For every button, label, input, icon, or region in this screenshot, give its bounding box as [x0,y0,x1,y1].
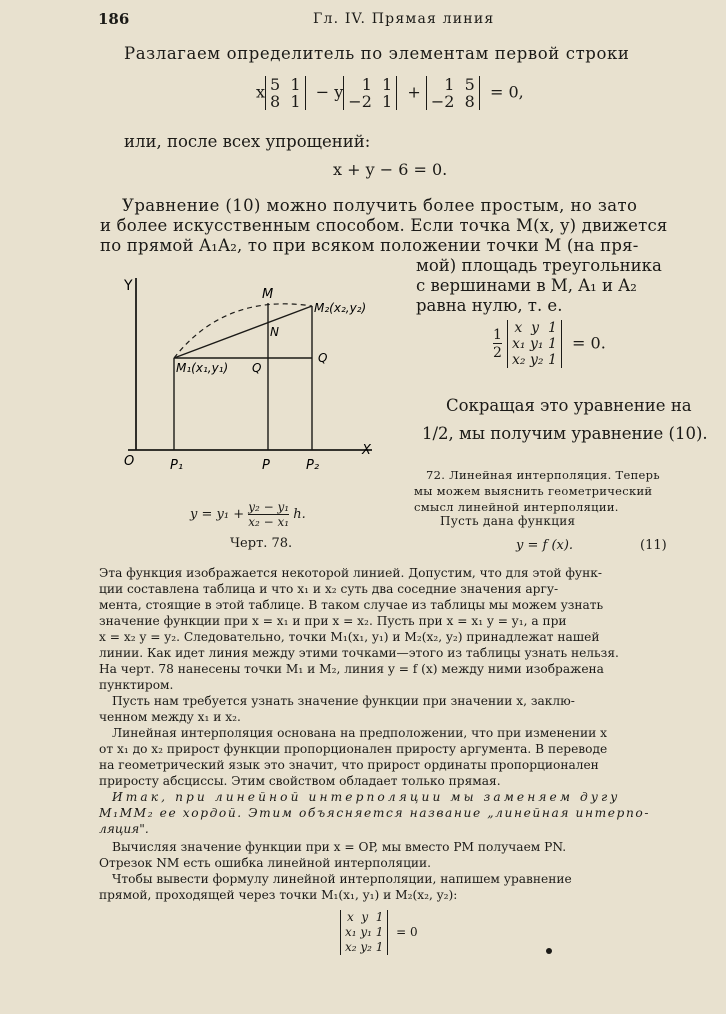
figure-caption: Черт. 78. [230,536,293,551]
final-determinant: x y 1 x₁ y₁ 1 x₂ y₂ 1 = 0 [340,910,418,955]
chord-m1-m2 [174,306,312,358]
body-line: M₁MM₂ ее хордой. Этим объясняется название „линейная интерпо- [99,806,651,820]
function-definition: y = f (x). [516,538,574,553]
body-line: ции составлена таблица и что x₁ и x₂ суть два соседние значения аргу- [99,582,559,596]
interpolation-formula: y = y₁ + y₂ − y₁ x₂ − x₁ h. [190,500,306,529]
label-q-left: Q [252,361,262,375]
paragraph-line: Сокращая это уравнение на [446,396,692,415]
body-line: ченном между x₁ и x₂. [99,710,241,724]
paragraph-line: 1/2, мы получим уравнение (10). [422,424,708,443]
label-m: M [262,287,274,302]
body-line: Итак, при линейной интерполяции мы заменяем дугу [112,790,621,804]
body-line: Линейная интерполяция основана на предположении, что при изменении x [112,726,607,740]
equation-number: (11) [640,538,667,553]
label-p: P [262,458,270,473]
section-line: Пусть дана функция [440,514,576,528]
section-line: смысл линейной интерполяции. [414,500,619,514]
body-line: x = x₂ y = y₂. Следовательно, точки M₁(x₁, y₁) и M₂(x₂, y₂) принадлежат нашей [99,630,600,644]
paragraph-line: мой) площадь треугольника [416,256,662,275]
body-line: приросту абсциссы. Этим свойством обладает только прямая. [99,774,501,788]
area-determinant: 1 2 x y 1 x₁ y₁ 1 x₂ y₂ 1 = 0. [493,320,606,368]
label-p2: P₂ [306,458,320,473]
page-number: 186 [98,10,130,28]
label-p1: P₁ [170,458,184,473]
body-line: на геометрический язык это значит, что прирост ординаты пропорционален [99,758,599,772]
label-q-right: Q [318,351,328,365]
section-title: 72. Линейная интерполяция. Теперь [426,468,660,482]
intro-line: Разлагаем определитель по элементам первой строки [124,44,630,63]
paragraph-line: равна нулю, т. е. [416,296,563,315]
label-y: Y [124,278,133,294]
paragraph-line: с вершинами в M, A₁ и A₂ [416,276,637,295]
body-line: Чтобы вывести формулу линейной интерполяции, напишем уравнение [112,872,572,886]
ink-dot [546,948,552,954]
body-line: пунктиром. [99,678,174,692]
body-line: Вычисляя значение функции при x = OP, мы вместо PM получаем PN. [112,840,567,854]
body-line: мента, стоящие в этой таблице. В таком случае из таблицы мы можем узнать [99,598,604,612]
paragraph-line: по прямой A₁A₂, то при всяком положении точки M (на пря- [100,236,639,255]
figure-78 [100,268,400,483]
body-line: Отрезок NM есть ошибка линейной интерполяции. [99,856,432,870]
label-n: N [270,325,279,339]
section-line: мы можем выяснить геометрический [414,484,653,498]
body-line: от x₁ до x₂ прирост функции пропорционален приросту аргумента. В переводе [99,742,608,756]
body-line: На черт. 78 нанесены точки M₁ и M₂, линия y = f (x) между ними изображена [99,662,604,676]
simplification-line: или, после всех упрощений: [124,132,371,151]
body-line: прямой, проходящей через точки M₁(x₁, y₁) и M₂(x₂, y₂): [99,888,458,902]
paragraph-line: и более искусственным способом. Если точка M(x, y) движется [100,216,668,235]
body-line: Эта функция изображается некоторой линией. Допустим, что для этой функ- [99,566,602,580]
body-line: линии. Как идет линия между этими точками—этого из таблицы узнать нельзя. [99,646,619,660]
chapter-title: Гл. IV. Прямая линия [313,11,495,27]
body-line: ляция". [99,822,149,836]
simple-equation: x + y − 6 = 0. [333,160,448,179]
label-o: O [124,454,135,469]
label-m2: M₂(x₂,y₂) [314,301,367,315]
body-line: значение функции при x = x₁ и при x = x₂. Пусть при x = x₁ y = y₁, а при [99,614,567,628]
body-line: Пусть нам требуется узнать значение функции при значении x, заклю- [112,694,575,708]
determinant-expansion: x 5 1 8 1 − y 1 1 −2 1 + 1 5 −2 8 = 0, [256,75,524,111]
label-x: X [362,443,371,458]
label-m1: M₁(x₁,y₁) [176,361,229,375]
paragraph-line: Уравнение (10) можно получить более простым, но зато [122,196,638,215]
